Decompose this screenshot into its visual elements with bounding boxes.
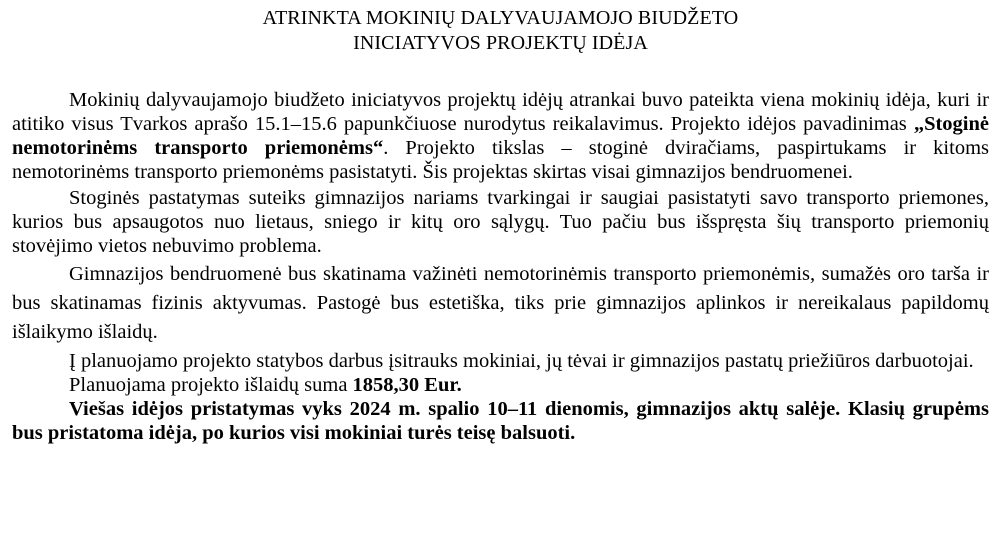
paragraph-participants: Į planuojamo projekto statybos darbus įsitrauks mokiniai, jų tėvai ir gimnazijos pastatų priežiūros darbuotojai. [69, 350, 974, 372]
paragraph-1-text-b: . Projekto tikslas – stoginė dviračiams, paspirtukams ir kitoms nemotorinėms transporto priemonėms pasistatyti. Šis projektas skirtas visai gimnazijos bendruomenei. [12, 137, 989, 183]
budget-amount: 1858,30 Eur. [352, 374, 462, 396]
paragraph-idea-description [12, 88, 989, 184]
paragraph-presentation [12, 397, 989, 445]
paragraph-1-text-a: Mokinių dalyvaujamojo biudžeto iniciatyvos projektų idėjų atrankai buvo pateikta viena mokinių idėja, kuri ir atitiko visus Tvarkos aprašo 15.1–15.6 papunkčiuose nurodytus reikalavimus. Projekto idėjos pavadinimas [12, 89, 989, 135]
presentation-text: Viešas idėjos pristatymas vyks 2024 m. spalio 10–11 dienomis, gimnazijos aktų salėje. Klasių grupėms bus pristatoma idėja, po kurios visi mokiniai turės teisę balsuoti. [12, 398, 989, 444]
paragraph-benefits: Stoginės pastatymas suteiks gimnazijos nariams tvarkingai ir saugiai pasistatyti savo transporto priemones, kurios bus apsaugotos nuo lietaus, sniego ir kitų oro sąlygų. Tuo pačiu bus išspręsta šių transporto priemonių stovėjimo vietos nebuvimo problema. [12, 187, 989, 257]
title-line-2: INICIATYVOS PROJEKTŲ IDĖJA [353, 32, 648, 54]
budget-label: Planuojama projekto išlaidų suma [69, 374, 353, 396]
project-name: „Stoginė nemotorinėms transporto priemonėms“ [12, 113, 989, 159]
paragraph-budget [12, 373, 989, 397]
document-body [12, 88, 989, 445]
document-title [12, 6, 989, 56]
paragraph-community: Gimnazijos bendruomenė bus skatinama važinėti nemotorinėmis transporto priemonėmis, sumažės oro tarša ir bus skatinamas fizinis aktyvumas. Pastogė bus estetiška, tiks prie gimnazijos aplinkos ir nereikalaus papildomų išlaikymo išlaidų. [12, 263, 989, 343]
title-line-1: ATRINKTA MOKINIŲ DALYVAUJAMOJO BIUDŽETO [262, 7, 739, 29]
